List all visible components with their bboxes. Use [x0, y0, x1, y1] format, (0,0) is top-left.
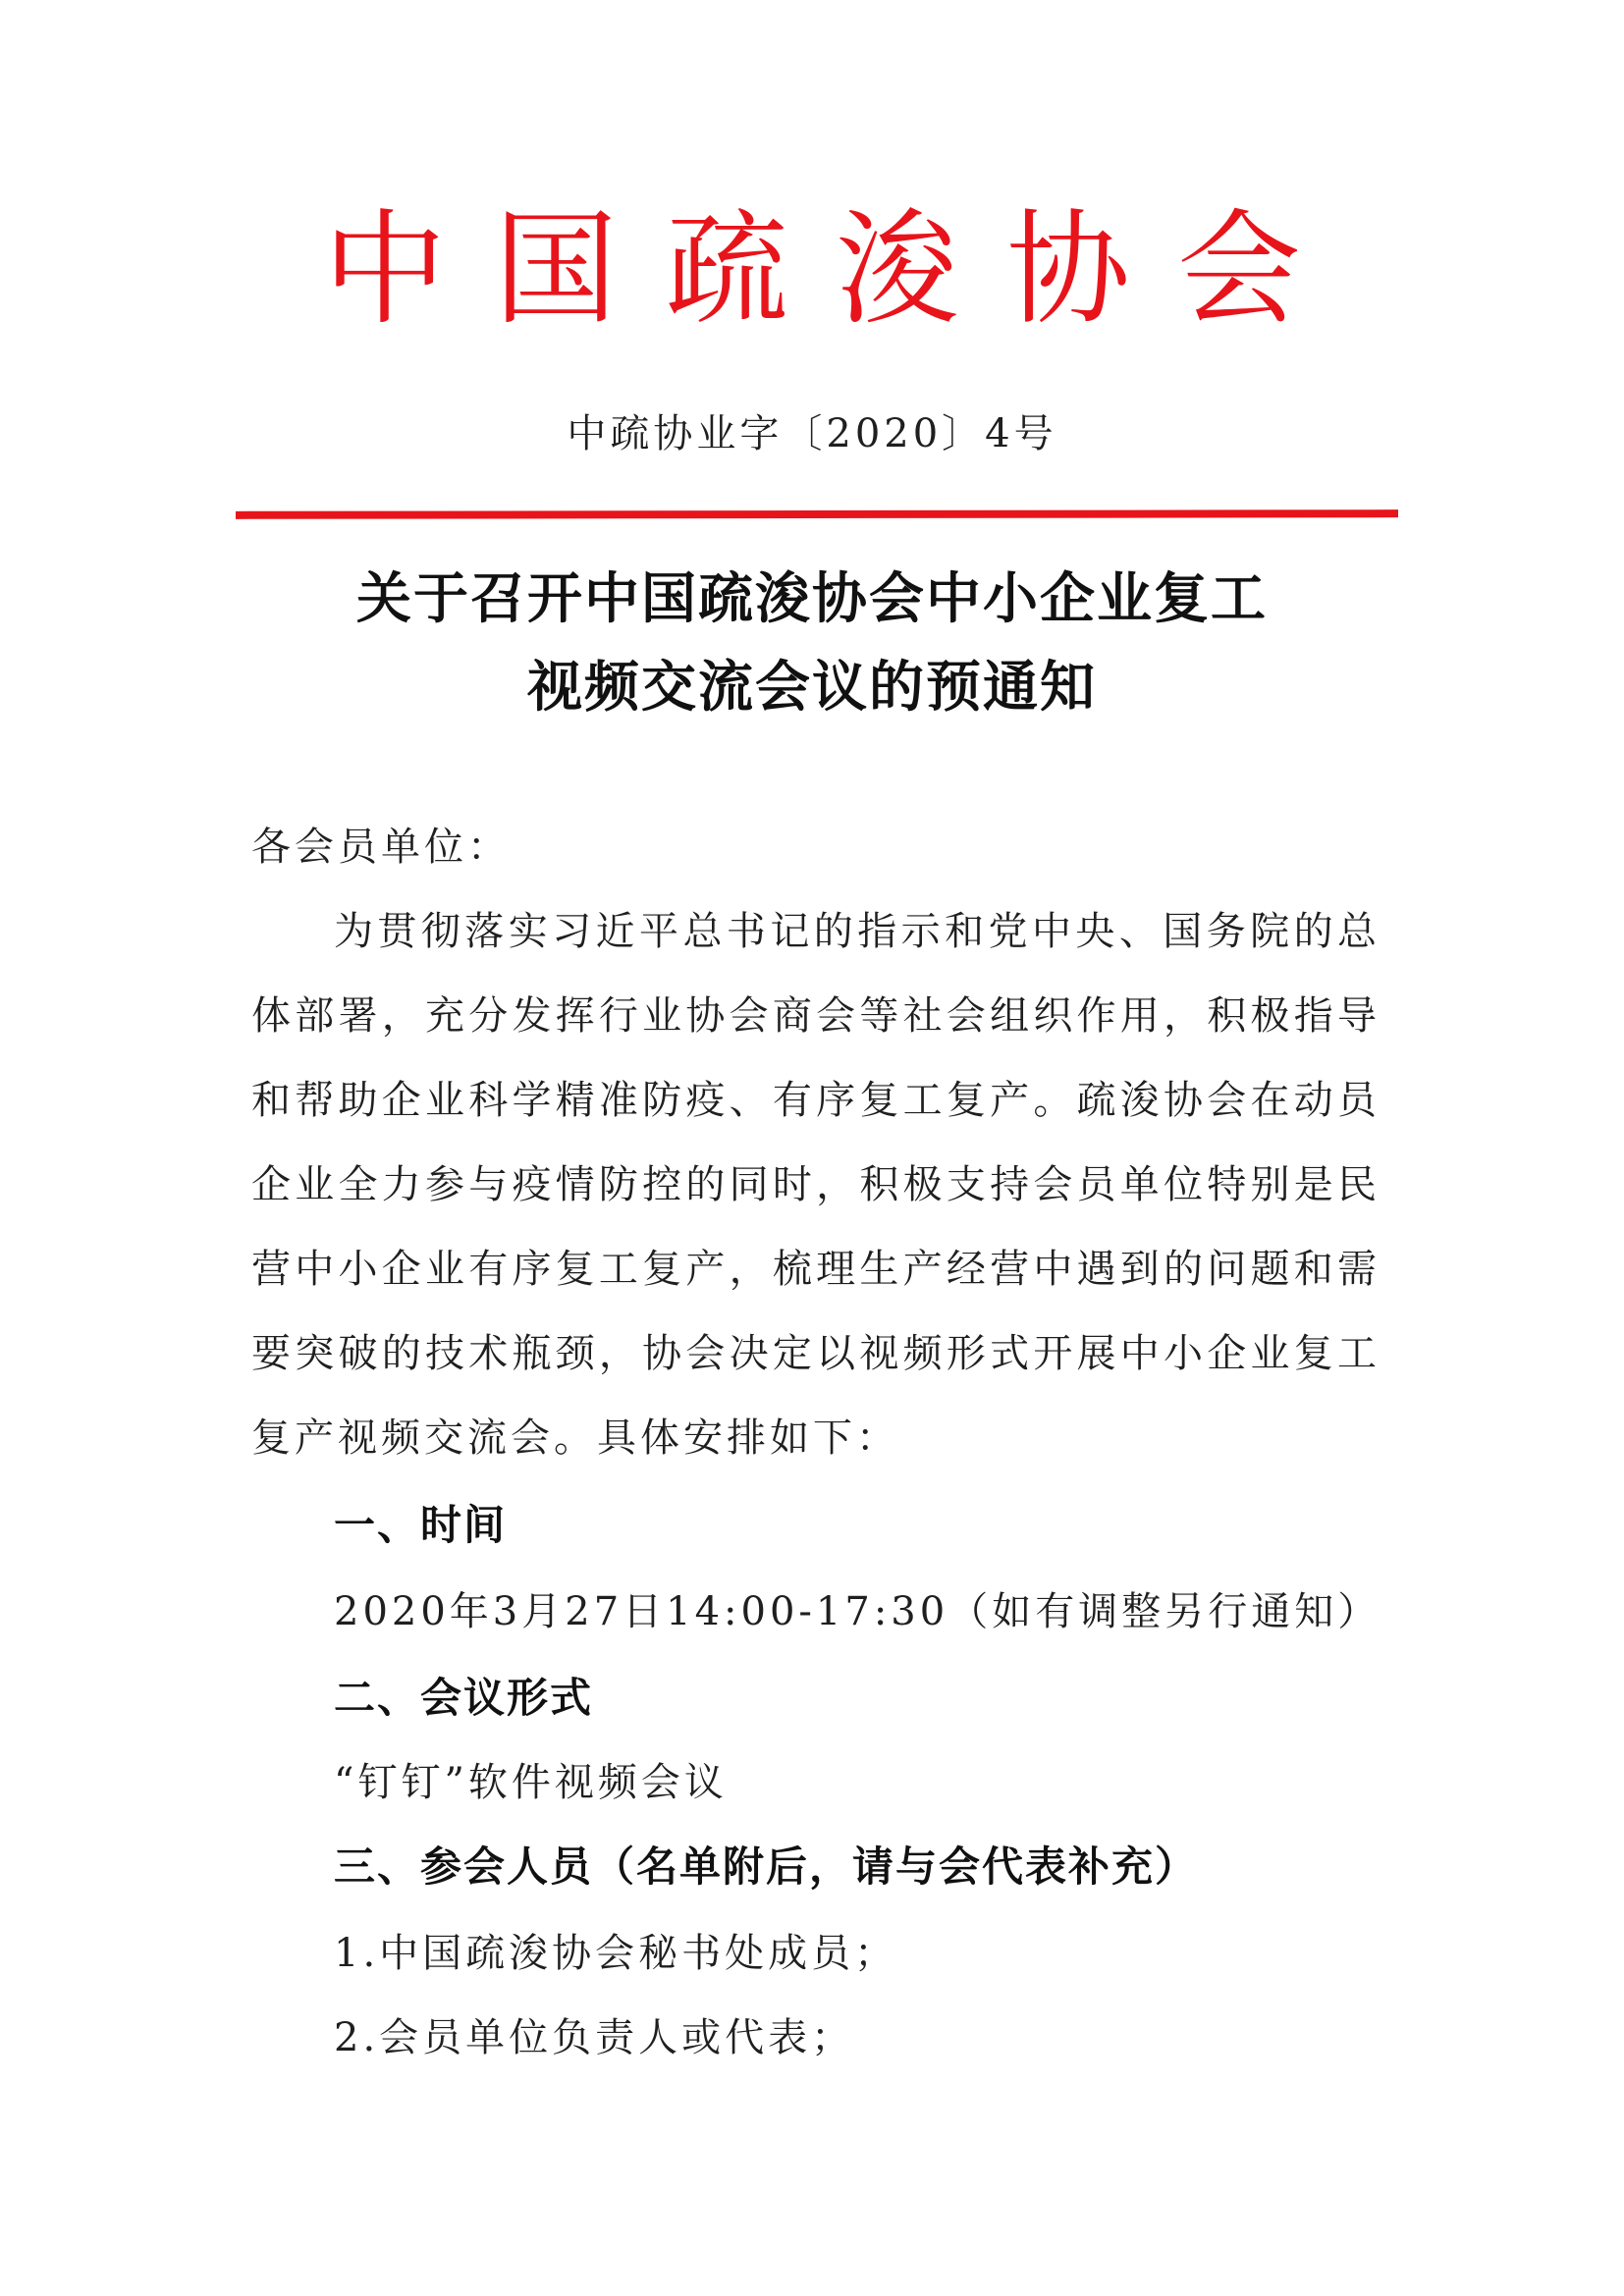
attendee-item-1: 1.中国疏浚协会秘书处成员； [334, 1931, 898, 1976]
section-format-detail: “钉钉”软件视频会议 [334, 1760, 728, 1805]
notice-title [0, 556, 1624, 732]
org-letterhead-title: 中国疏浚协会 [323, 197, 1348, 342]
section-heading-attendees: 三、参会人员（名单附后，请与会代表补充） [334, 1842, 1199, 1891]
section-time-detail: 2020年3月27日14:00-17:30（如有调整另行通知） [334, 1589, 1381, 1634]
attendee-item-2: 2.会员单位负责人或代表； [334, 2015, 855, 2060]
section-heading-format: 二、会议形式 [334, 1674, 594, 1722]
intro-paragraph: 为贯彻落实习近平总书记的指示和党中央、国务院的总体部署，充分发挥行业协会商会等社会组织作用，积极指导和帮助企业科学精准防疫、有序复工复产。疏浚协会在动员企业全力参与疫情防控的同时，积极支持会员单位特别是民营中小企业有序复工复产，梳理生产经营中遇到的问题和需要突破的技术瓶颈，协会决定以视频形式开展中小企业复工复产视频交流会。具体安排如下： [251, 909, 1380, 1461]
letterhead-divider [236, 509, 1398, 519]
document-number: 中疏协业字〔2020〕4号 [567, 411, 1057, 456]
section-heading-time: 一、时间 [334, 1501, 508, 1549]
notice-title-line-2: 视频交流会议的预通知 [527, 656, 1097, 720]
notice-title-line-1: 关于召开中国疏浚协会中小企业复工 [356, 567, 1268, 631]
salutation: 各会员单位： [251, 825, 511, 870]
